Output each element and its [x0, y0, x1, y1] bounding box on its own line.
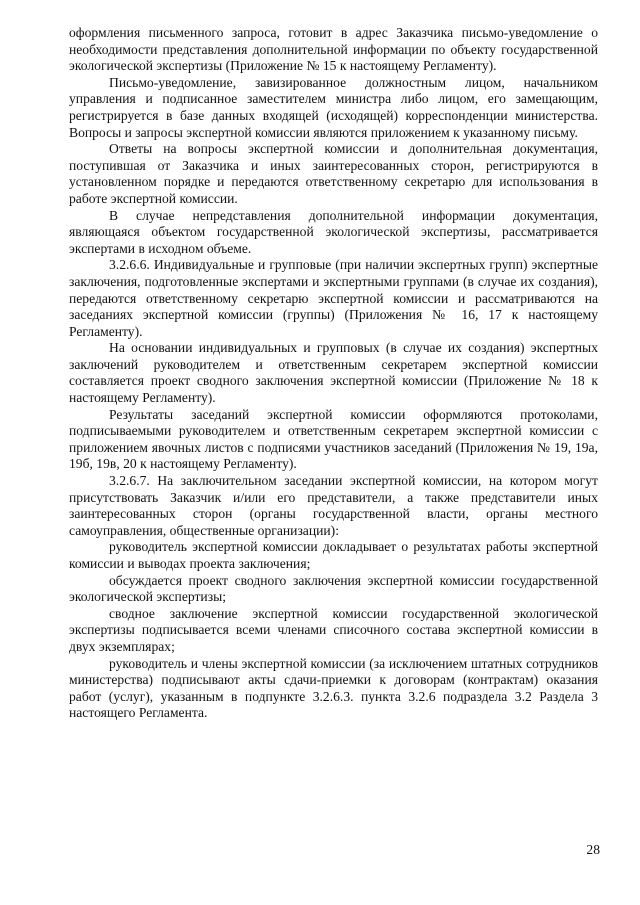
page-number: 28	[586, 842, 600, 857]
list-item-draft-discussion: обсуждается проект сводного заключения экспертной комиссии государственной экологической экспертизы;	[69, 572, 598, 605]
paragraph-request-notice: оформления письменного запроса, готовит в адрес Заказчика письмо-уведомление о необходимости представления дополнительной информации по объекту государственной экологической экспертизы (Приложение № 15 к настоящему Регламенту).	[69, 25, 598, 74]
paragraph-meeting-protocols: Результаты заседаний экспертной комиссии оформляются протоколами, подписываемыми руководителем и ответственным секретарем экспертной комиссии с приложением явочных листов с подписями участников заседаний (Приложения № 19, 19а, 19б, 19в, 20 к настоящему Регламенту).	[69, 406, 598, 472]
paragraph-section-3-2-6-6: 3.2.6.6. Индивидуальные и групповые (при наличии экспертных групп) экспертные заключения, подготовленные экспертами и экспертными группами (в случае их создания), передаются ответственному секретарю экспертной комиссии и рассматриваются на заседаниях экспертной комиссии (группы) (Приложения № 16, 17 к настоящему Регламенту).	[69, 257, 598, 339]
paragraph-answers-registration: Ответы на вопросы экспертной комиссии и дополнительная документация, поступившая от Заказчика и иных заинтересованных сторон, регистрируются в установленном порядке и передаются ответственному секретарю для использования в работе экспертной комиссии.	[69, 141, 598, 206]
list-item-acceptance-acts: руководитель и члены экспертной комиссии (за исключением штатных сотрудников министерства) подписывают акты сдачи-приемки к договорам (контрактам) оказания работ (услуг), указанным в подпункте 3.2.6.3. пункта 3.2.6 подраздела 3.2 Раздела 3 настоящего Регламента.	[69, 655, 598, 721]
list-item-signing: сводное заключение экспертной комиссии государственной экологической экспертизы подписывается всеми членами списочного состава экспертной комиссии в двух экземплярах;	[69, 605, 598, 654]
paragraph-missing-information: В случае непредставления дополнительной информации документация, являющаяся объектом государственной экологической экспертизы, рассматривается экспертами в исходном объеме.	[69, 207, 598, 256]
paragraph-summary-draft: На основании индивидуальных и групповых (в случае их создания) экспертных заключений руководителем и ответственным секретарем экспертной комиссии составляется проект сводного заключения экспертной комиссии (Приложение № 18 к настоящему Регламенту).	[69, 340, 598, 406]
document-page	[69, 25, 598, 722]
paragraph-notice-registration: Письмо-уведомление, завизированное должностным лицом, начальником управления и подписанное заместителем министра либо лицом, его замещающим, регистрируется в базе данных входящей (исходящей) корреспонденции министерства. Вопросы и запросы экспертной комиссии являются приложением к указанному письму.	[69, 74, 598, 140]
paragraph-section-3-2-6-7: 3.2.6.7. На заключительном заседании экспертной комиссии, на котором могут присутствовать Заказчик и/или его представители, а также представители иных заинтересованных сторон (органы государственной власти, органы местного самоуправления, общественные организации):	[69, 473, 598, 538]
list-item-head-report: руководитель экспертной комиссии докладывает о результатах работы экспертной комиссии и выводах проекта заключения;	[69, 539, 598, 571]
